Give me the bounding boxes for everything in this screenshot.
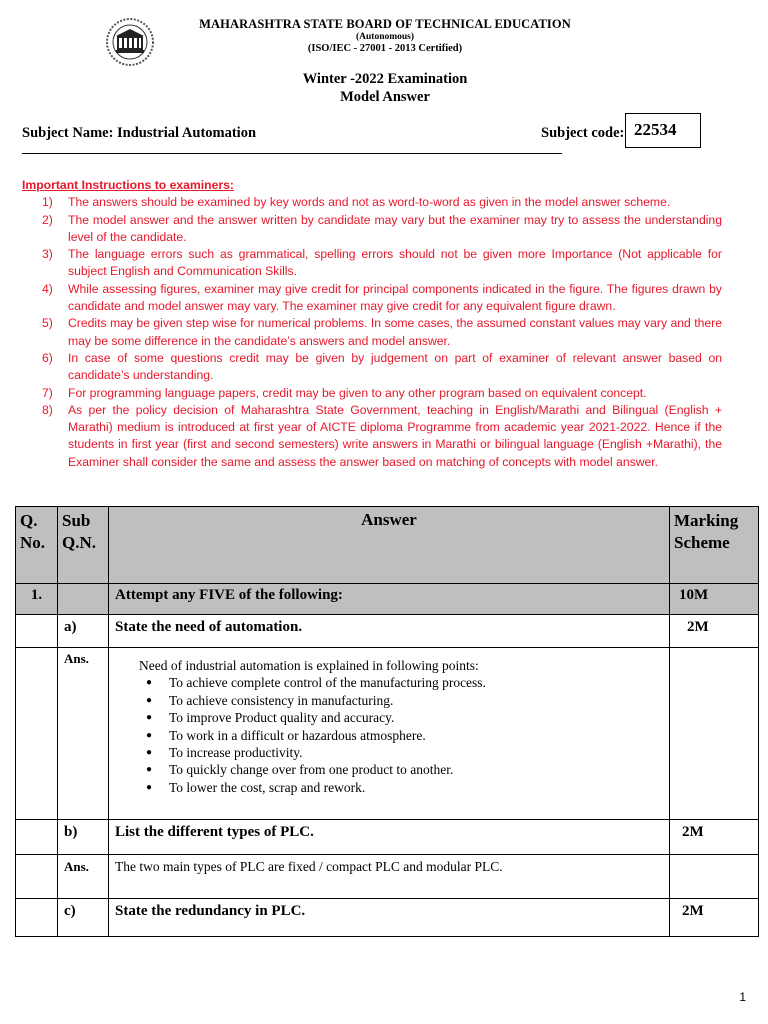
list-item: ● To work in a difficult or hazardous atmosphere. (169, 727, 663, 744)
instruction-number: 8) (42, 402, 53, 417)
autonomous-note: (Autonomous) (355, 32, 415, 42)
table-row (16, 820, 759, 855)
question-marks: 10M (670, 584, 759, 615)
instruction-text: For programming language papers, credit may be given to any other program based on equivalent concept. (68, 385, 647, 400)
instructions-title: Important Instructions to examiners: (22, 178, 234, 192)
table-row (16, 899, 759, 937)
instruction-text: The answers should be examined by key words and not as word-to-word as given in the model answer scheme. (68, 195, 671, 210)
table-row (16, 855, 759, 899)
table-row (16, 584, 759, 615)
instruction-item (22, 315, 722, 350)
answer-table (15, 506, 759, 937)
answer-label: Ans. (58, 648, 109, 820)
table-row (16, 615, 759, 648)
question-instruction: Attempt any FIVE of the following: (109, 584, 670, 615)
col-header-marking: Marking Scheme (670, 507, 759, 584)
instruction-item (22, 281, 722, 316)
instruction-text: The language errors such as grammatical, spelling errors should not be given more Importance (Not applicable for subject English and Communication Skills. (68, 247, 722, 279)
table-row (16, 648, 759, 820)
instruction-number: 4) (42, 281, 53, 296)
instruction-item (22, 402, 722, 471)
list-item: ● To quickly change over from one product to another. (169, 761, 663, 778)
empty-cell (16, 648, 58, 820)
sub-question-marks: 2M (670, 615, 759, 648)
answer-intro: Need of industrial automation is explained in following points: (139, 658, 479, 673)
empty-cell (16, 820, 58, 855)
instruction-item (22, 385, 722, 402)
board-name: MAHARASHTRA STATE BOARD OF TECHNICAL EDUCATION (199, 17, 571, 31)
board-logo (104, 16, 156, 68)
instruction-item (22, 212, 722, 247)
table-header-row (16, 507, 759, 584)
instructions-list (22, 194, 722, 471)
question-number: 1. (16, 584, 58, 615)
sub-question-text: List the different types of PLC. (109, 820, 670, 855)
subject-code-box: 22534 (625, 113, 701, 148)
instruction-number: 5) (42, 316, 53, 331)
list-item: ● To improve Product quality and accuracy. (169, 709, 663, 726)
empty-cell (16, 615, 58, 648)
sub-question-marks: 2M (670, 899, 759, 937)
examiner-instructions (22, 177, 722, 471)
page-number: 1 (739, 990, 746, 1004)
sub-question-label: c) (58, 899, 109, 937)
answer-label: Ans. (58, 855, 109, 899)
iso-certification: (ISO/IEC - 27001 - 2013 Certified) (307, 43, 463, 54)
empty-cell (58, 584, 109, 615)
sub-question-text: State the need of automation. (109, 615, 670, 648)
instruction-number: 6) (42, 350, 53, 365)
instruction-text: As per the policy decision of Maharashtra State Government, teaching in English/Marathi and Bilingual (English + Marathi) medium is introduced at first year of AICTE diploma Programme from academic year 2021-2022. Hence if the students in first year (first and second semesters) write answers in Marathi or bilingual language (English +Marathi), the Examiner shall consider the same and assess the answer based on matching of concepts with model answer. (68, 402, 722, 469)
col-header-subqn: Sub Q.N. (58, 507, 109, 584)
list-item: ● To achieve complete control of the manufacturing process. (169, 674, 663, 691)
model-answer-title: Model Answer (340, 89, 430, 105)
instruction-item (22, 246, 722, 281)
col-header-qno: Q. No. (16, 507, 58, 584)
instruction-text: The model answer and the answer written by candidate may vary but the examiner may try to assess the understanding level of the candidate. (68, 212, 722, 244)
subject-code-label: Subject code: (541, 125, 625, 141)
instruction-number: 3) (42, 247, 53, 262)
list-item: ● To achieve consistency in manufacturing. (169, 692, 663, 709)
instruction-text: In case of some questions credit may be given by judgement on part of examiner of relevant answer based on candidate’s understanding. (68, 350, 722, 383)
instruction-number: 1) (42, 195, 53, 210)
col-header-answer: Answer (109, 507, 670, 584)
answer-content (109, 648, 670, 820)
sub-question-marks: 2M (670, 820, 759, 855)
instruction-text: Credits may be given step wise for numerical problems. In some cases, the assumed constant values may vary and there may be some difference in the candidate’s answers and model answer. (68, 316, 722, 348)
list-item: ● To lower the cost, scrap and rework. (169, 779, 663, 796)
sub-question-text: State the redundancy in PLC. (109, 899, 670, 937)
subject-name: Subject Name: Industrial Automation (22, 125, 257, 141)
answer-points-list (139, 674, 663, 796)
sub-question-label: b) (58, 820, 109, 855)
list-item: ● To increase productivity. (169, 744, 663, 761)
empty-cell (16, 855, 58, 899)
instruction-item (22, 350, 722, 385)
empty-cell (670, 648, 759, 820)
instruction-number: 7) (42, 385, 53, 400)
instruction-number: 2) (42, 212, 53, 227)
sub-question-label: a) (58, 615, 109, 648)
instruction-item (22, 194, 722, 211)
empty-cell (670, 855, 759, 899)
exam-title: Winter -2022 Examination (302, 71, 468, 87)
answer-text: The two main types of PLC are fixed / compact PLC and modular PLC. (109, 855, 670, 899)
empty-cell (16, 899, 58, 937)
instruction-text: While assessing figures, examiner may give credit for principal components indicated in the figure. The figures drawn by candidate and model answer may vary. The examiner may give credit for any equivalent figure drawn. (68, 281, 722, 314)
header-divider (22, 153, 562, 154)
